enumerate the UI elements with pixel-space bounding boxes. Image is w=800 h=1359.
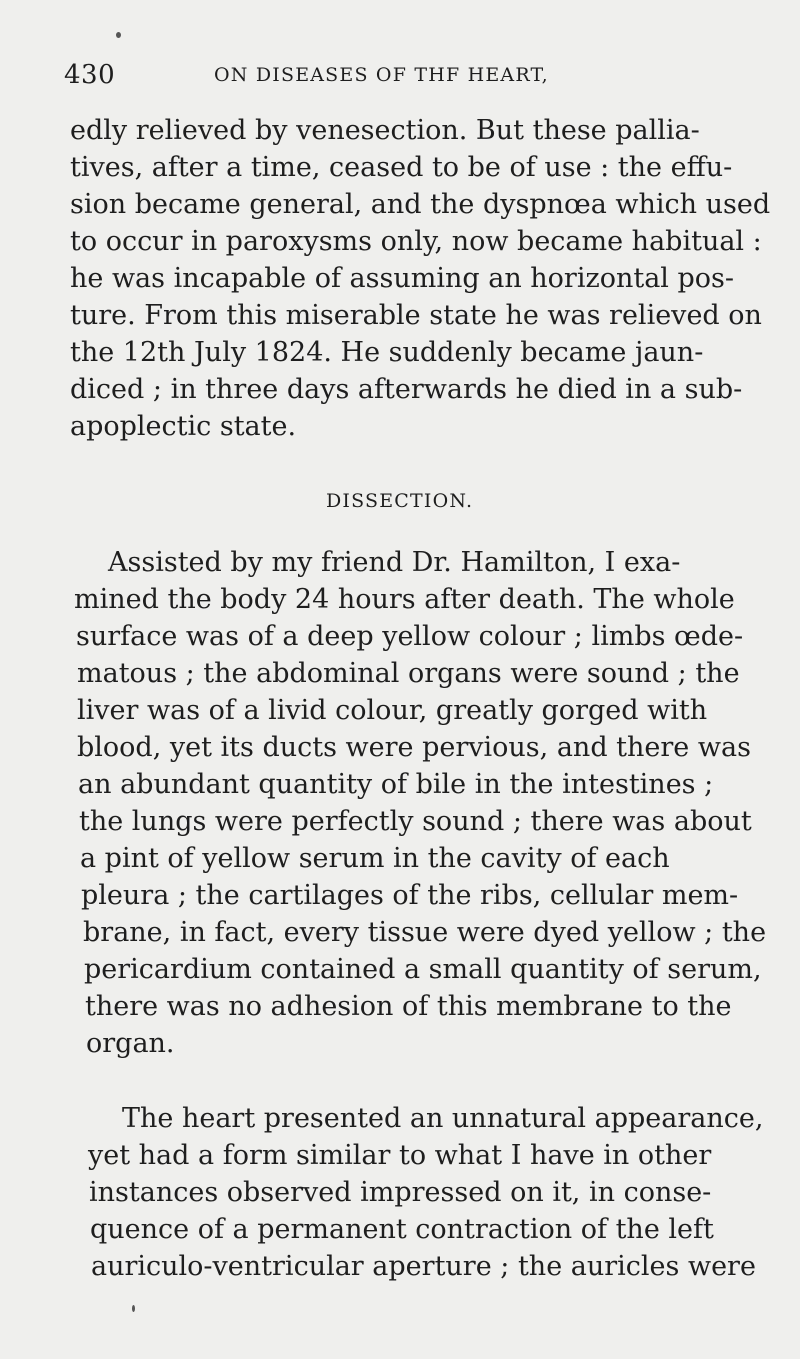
ink-speck xyxy=(116,32,121,38)
text-line: the lungs were perfectly sound ; there was about xyxy=(79,806,752,837)
text-line: edly relieved by venesection. But these pallia- xyxy=(70,115,700,146)
text-line: the 12th July 1824. He suddenly became jaun- xyxy=(70,337,704,368)
text-line: quence of a permanent contraction of the left xyxy=(90,1214,714,1245)
text-line: pericardium contained a small quantity of serum, xyxy=(84,954,762,985)
text-line: blood, yet its ducts were pervious, and there was xyxy=(77,732,751,763)
text-line: sion became general, and the dyspnœa which used xyxy=(70,189,771,220)
text-line: The heart presented an unnatural appearance, xyxy=(122,1103,764,1134)
text-line: yet had a form similar to what I have in other xyxy=(88,1140,712,1171)
page-number: 430 xyxy=(64,60,116,90)
text-line: brane, in fact, every tissue were dyed yellow ; the xyxy=(83,917,767,948)
text-line: ture. From this miserable state he was relieved on xyxy=(70,300,762,331)
text-line: matous ; the abdominal organs were sound ; the xyxy=(77,658,740,689)
text-line: there was no adhesion of this membrane to the xyxy=(85,991,732,1022)
ink-speck xyxy=(132,1305,135,1312)
text-line: liver was of a livid colour, greatly gorged with xyxy=(77,695,708,726)
text-line: organ. xyxy=(86,1028,175,1059)
text-line: surface was of a deep yellow colour ; limbs œde- xyxy=(76,621,744,652)
text-line: auriculo-ventricular aperture ; the auricles were xyxy=(91,1251,756,1282)
text-line: an abundant quantity of bile in the intestines ; xyxy=(78,769,714,800)
text-line: he was incapable of assuming an horizontal pos- xyxy=(70,263,735,294)
text-line: tives, after a time, ceased to be of use : the effu- xyxy=(70,152,733,183)
page-header xyxy=(64,60,664,94)
running-head: ON DISEASES OF THF HEART, xyxy=(214,64,549,86)
text-line: diced ; in three days afterwards he died in a sub- xyxy=(70,374,743,405)
text-line: Assisted by my friend Dr. Hamilton, I exa- xyxy=(108,547,681,578)
text-line: mined the body 24 hours after death. The whole xyxy=(74,584,735,615)
text-line: to occur in paroxysms only, now became habitual : xyxy=(70,226,762,257)
section-heading: DISSECTION. xyxy=(326,490,474,512)
text-line: a pint of yellow serum in the cavity of each xyxy=(80,843,670,874)
text-line: apoplectic state. xyxy=(70,411,297,442)
text-line: pleura ; the cartilages of the ribs, cellular mem- xyxy=(81,880,739,911)
text-line: instances observed impressed on it, in conse- xyxy=(89,1177,712,1208)
